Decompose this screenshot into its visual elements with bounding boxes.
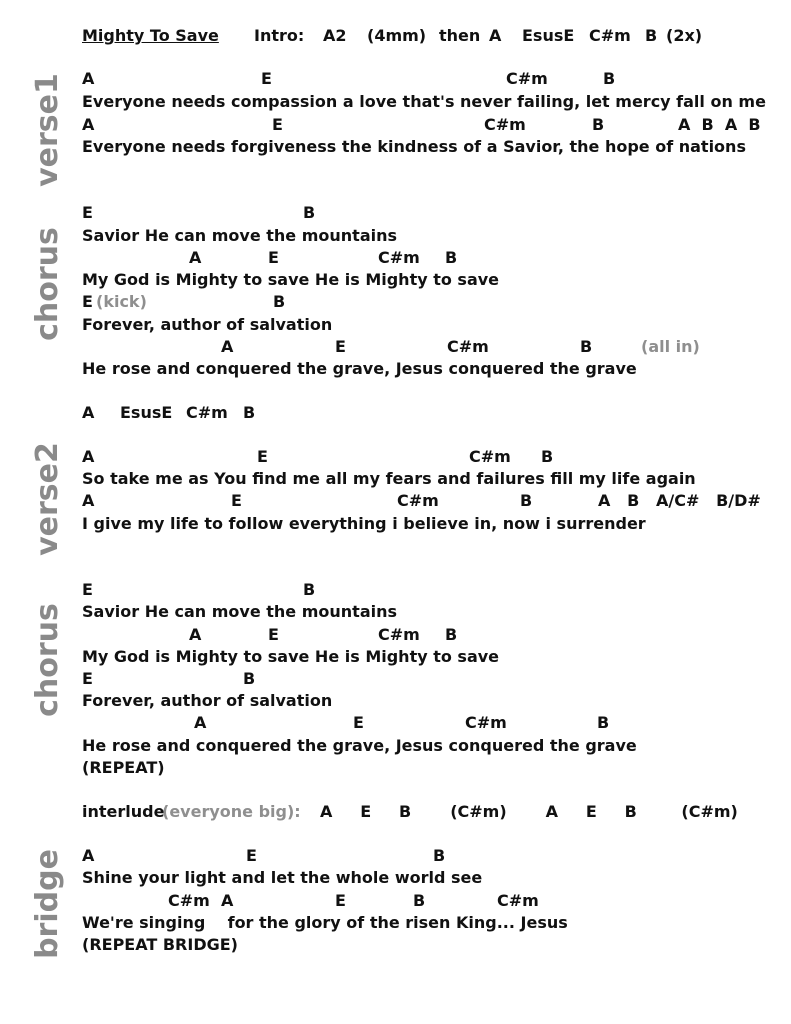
chord: A [82,447,95,466]
chord: C#m [378,625,420,644]
chord: C#m [484,115,526,134]
chord: A [82,115,95,134]
chord: C#m [589,26,631,45]
chord: A2 [323,26,347,45]
chord: B [433,846,446,865]
chord: E [82,669,93,688]
chord: C#m [186,403,228,422]
lyric-line: Everyone needs forgiveness the kindness of a Savior, the hope of nations [82,137,746,156]
chord: A [221,891,234,910]
chord-run: A E B (C#m) A E B (C#m) [320,802,738,821]
chord: B [413,891,426,910]
chord-run: A B A/C# B/D# [598,491,761,510]
lyric-line: He rose and conquered the grave, Jesus conquered the grave [82,359,637,378]
chord: E [246,846,257,865]
chord: E [261,69,272,88]
chord: A [221,337,234,356]
chord: B [445,625,458,644]
chord: A [82,403,95,422]
lyric-line: Shine your light and let the whole world see [82,868,483,887]
chord-run: A B A B [678,115,761,134]
chord: C#m [447,337,489,356]
lyric-line: I give my life to follow everything i believe in, now i surrender [82,514,646,533]
repeat-count: (2x) [666,26,703,45]
chord: E [268,625,279,644]
lyric-line: My God is Mighty to save He is Mighty to save [82,270,500,289]
chord: B [592,115,605,134]
chord: B [541,447,554,466]
chord: B [597,713,610,732]
song-title: Mighty To Save [82,26,219,45]
section-label-verse1: verse1 [30,73,65,187]
chord: A [82,69,95,88]
chord: A [82,846,95,865]
chord: E [268,248,279,267]
chord: E [257,447,268,466]
then-text: then [439,26,481,45]
chord: EsusE [120,403,173,422]
chord: E [231,491,242,510]
chord: B [645,26,658,45]
intro-label: Intro: [254,26,305,45]
chord: A [82,491,95,510]
section-label-bridge: bridge [30,849,65,959]
section-label-chorus: chorus [30,603,65,717]
chord: E [82,203,93,222]
chord: A [489,26,502,45]
section-label-verse2: verse2 [30,442,65,556]
chord: C#m [465,713,507,732]
chord: B [243,669,256,688]
chord: E [272,115,283,134]
chord: C#m [378,248,420,267]
lyric-line: So take me as You find me all my fears and failures fill my life again [82,469,696,488]
lyric-line: Everyone needs compassion a love that's never failing, let mercy fall on me [82,92,766,111]
chord: E [82,292,93,311]
repeat-marker: (REPEAT) [82,758,165,777]
performance-note: (all in) [641,337,700,356]
lyric-line: Savior He can move the mountains [82,226,398,245]
chord: C#m [497,891,539,910]
chord: C#m [397,491,439,510]
intro-note: (4mm) [367,26,427,45]
interlude-label: interlude [82,802,165,821]
lyric-line: Savior He can move the mountains [82,602,398,621]
chord: C#m [469,447,511,466]
chord: B [273,292,286,311]
repeat-marker: (REPEAT BRIDGE) [82,935,238,954]
section-label-chorus: chorus [30,227,65,341]
lyric-line: He rose and conquered the grave, Jesus conquered the grave [82,736,637,755]
chord: B [603,69,616,88]
lyric-line: My God is Mighty to save He is Mighty to save [82,647,500,666]
chord: A [189,625,202,644]
lyric-line: We're singing for the glory of the risen King... Jesus [82,913,568,932]
chord: B [580,337,593,356]
chord: B [303,580,316,599]
chord: B [243,403,256,422]
lyric-line: Forever, author of salvation [82,315,333,334]
chord: A [189,248,202,267]
chord: E [335,891,346,910]
chord: C#m [168,891,210,910]
chord: E [353,713,364,732]
chord: C#m [506,69,548,88]
performance-note: (kick) [96,292,147,311]
lyric-line: Forever, author of salvation [82,691,333,710]
chord: B [303,203,316,222]
performance-note: (everyone big): [162,802,301,821]
chord: E [335,337,346,356]
chord: A [194,713,207,732]
chord: E [82,580,93,599]
chord: B [445,248,458,267]
chord: EsusE [522,26,575,45]
chord: B [520,491,533,510]
